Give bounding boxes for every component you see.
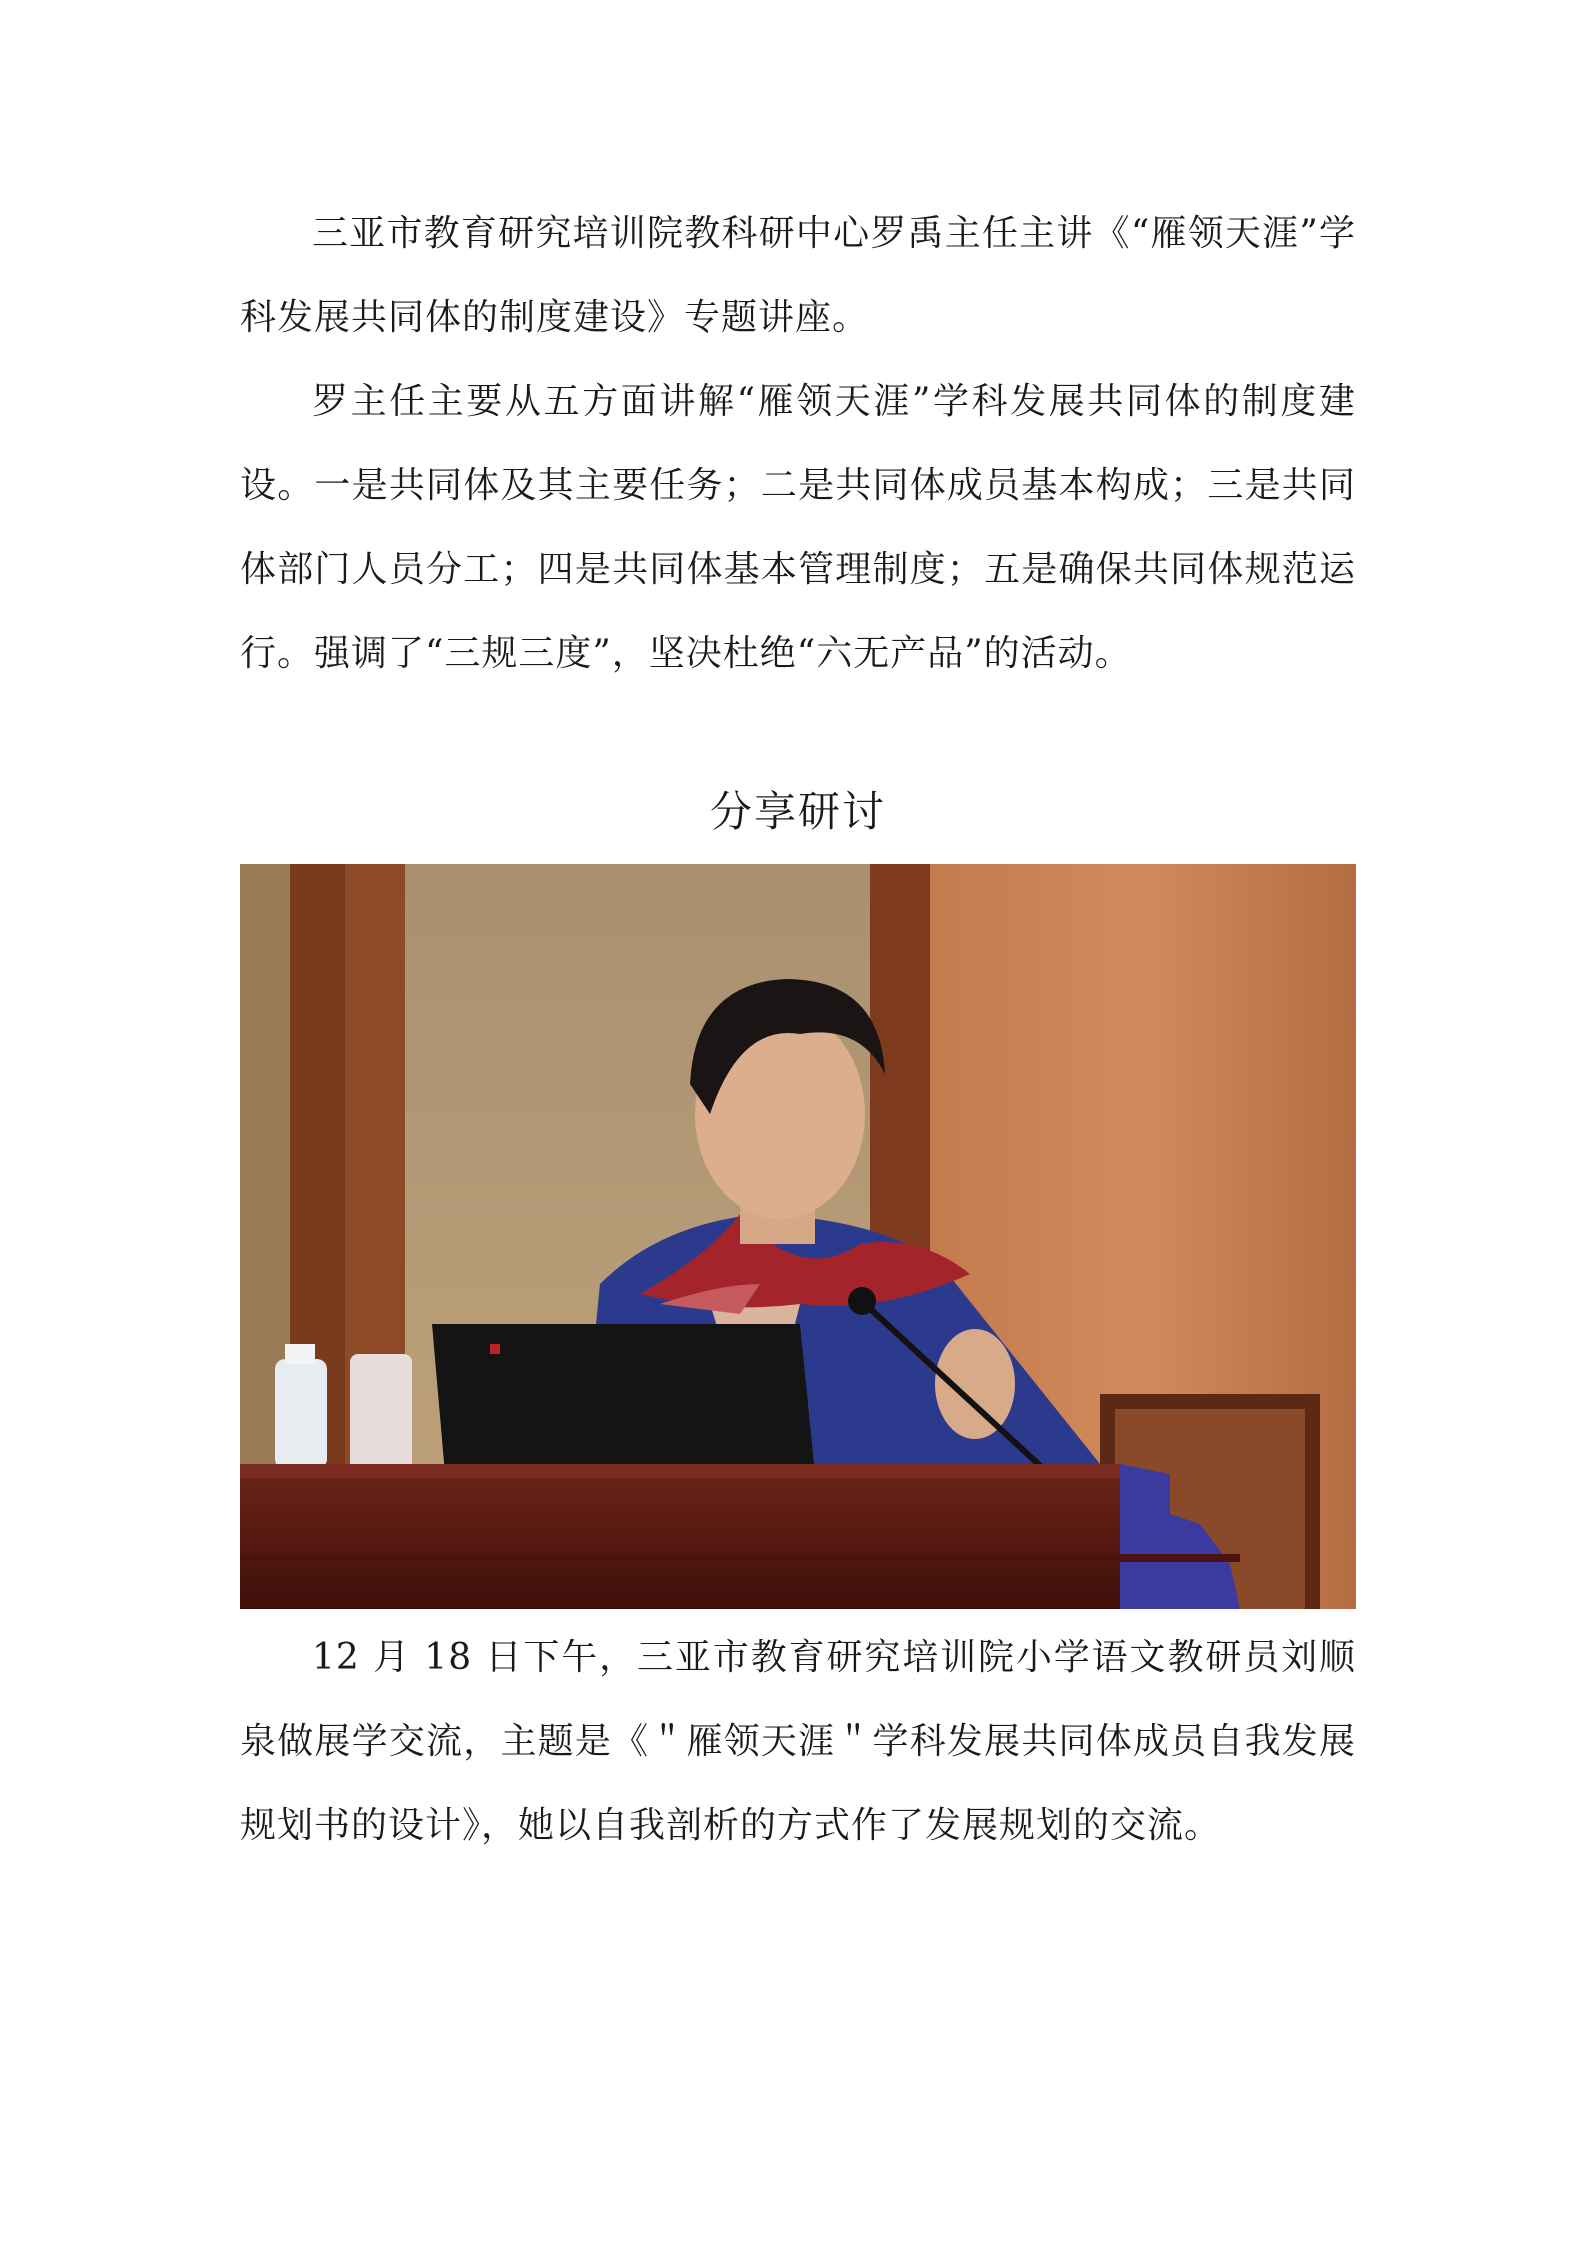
paragraph-lecture-intro: 三亚市教育研究培训院教科研中心罗禹主任主讲《“雁领天涯”学科发展共同体的制度建设》专题讲座。 — [240, 213, 1356, 338]
paragraph-sharing-exchange: 12 月 18 日下午，三亚市教育研究培训院小学语文教研员刘顺泉做展学交流，主题是《＂雁领天涯＂学科发展共同体成员自我发展规划书的设计》，她以自我剖析的方式作了发展规划的交流。 — [240, 1637, 1356, 1846]
speaker-photo — [240, 864, 1356, 1609]
paragraph-lecture-content: 罗主任主要从五方面讲解“雁领天涯”学科发展共同体的制度建设。一是共同体及其主要任务；二是共同体成员基本构成；三是共同体部门人员分工；四是共同体基本管理制度；五是确保共同体规范运行。强调了“三规三度”，坚决杜绝“六无产品”的活动。 — [240, 381, 1356, 674]
section-heading: 分享研讨 — [709, 787, 886, 836]
speaker-at-podium-illustration — [240, 864, 1356, 1609]
